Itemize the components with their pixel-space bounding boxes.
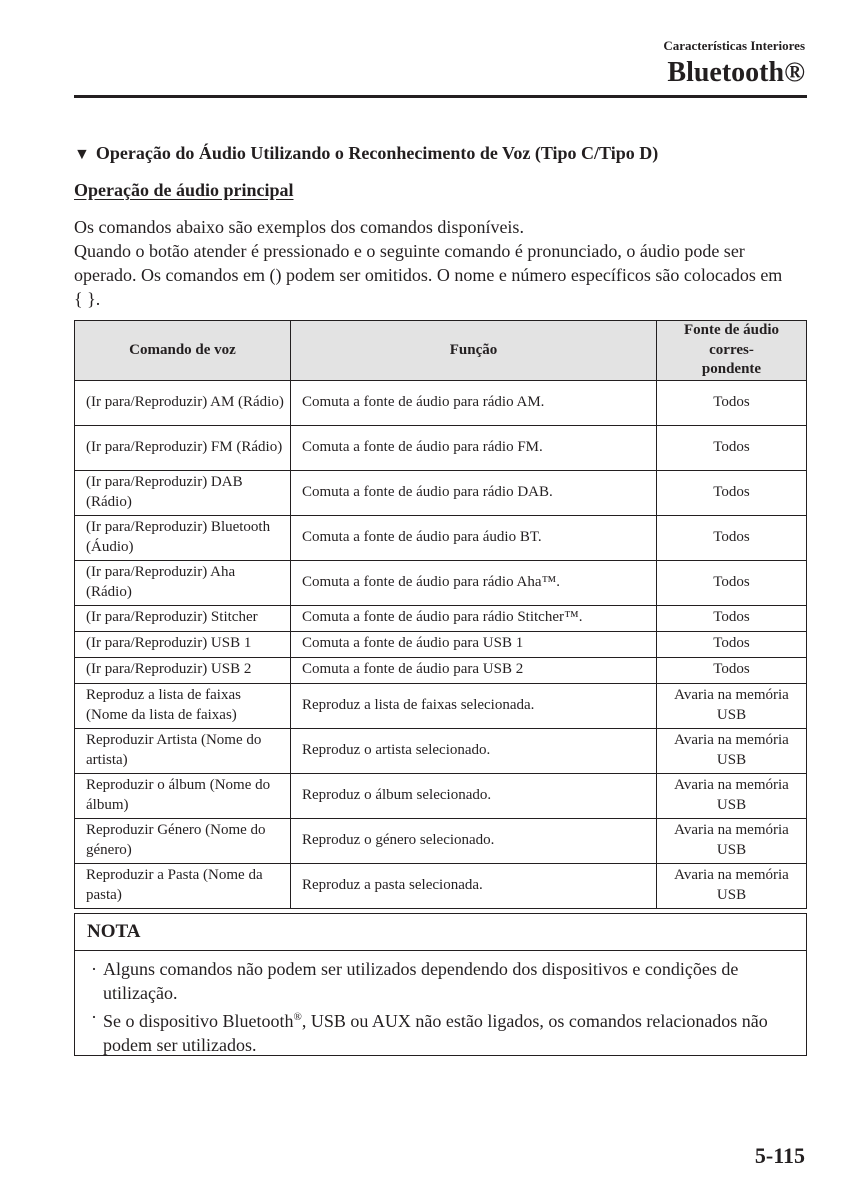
note-item	[91, 1005, 792, 1057]
source-cell: Todos	[657, 425, 807, 470]
source-cell: Todos	[657, 470, 807, 515]
table-row	[75, 560, 807, 605]
note-item-text: Se o dispositivo Bluetooth	[103, 1011, 294, 1031]
note-item-text: , USB ou AUX não estão ligados, os comandos relacionados não podem ser utilizados.	[103, 1011, 768, 1055]
table-row	[75, 470, 807, 515]
function-cell: Comuta a fonte de áudio para rádio FM.	[291, 425, 657, 470]
function-cell: Reproduz a lista de faixas selecionada.	[291, 683, 657, 728]
command-cell: (Ir para/Reproduzir) USB 1	[75, 631, 291, 657]
source-cell: Todos	[657, 657, 807, 683]
function-cell: Reproduz o artista selecionado.	[291, 728, 657, 773]
header-divider	[74, 95, 807, 98]
command-cell: (Ir para/Reproduzir) Aha (Rádio)	[75, 560, 291, 605]
source-cell: Avaria na memória USB	[657, 818, 807, 863]
table-row	[75, 515, 807, 560]
command-cell: (Ir para/Reproduzir) AM (Rádio)	[75, 380, 291, 425]
bullet-icon: ·	[91, 959, 97, 979]
table-header-row	[75, 321, 807, 381]
triangle-marker-icon: ▼	[74, 146, 90, 163]
command-cell: Reproduzir o álbum (Nome do álbum)	[75, 773, 291, 818]
note-item-text: Alguns comandos não podem ser utilizados dependendo dos dispositivos e condições de utilização.	[103, 959, 739, 1003]
table-row	[75, 818, 807, 863]
function-cell: Comuta a fonte de áudio para rádio Stitcher™.	[291, 605, 657, 631]
table-row	[75, 631, 807, 657]
source-cell: Todos	[657, 515, 807, 560]
source-cell: Todos	[657, 631, 807, 657]
source-cell: Todos	[657, 380, 807, 425]
table-row	[75, 728, 807, 773]
function-cell: Comuta a fonte de áudio para rádio DAB.	[291, 470, 657, 515]
note-box	[74, 913, 807, 1056]
function-cell: Comuta a fonte de áudio para USB 1	[291, 631, 657, 657]
source-cell: Todos	[657, 560, 807, 605]
note-item	[91, 957, 792, 1005]
function-cell: Reproduz o álbum selecionado.	[291, 773, 657, 818]
table-row	[75, 683, 807, 728]
function-cell: Reproduz o género selecionado.	[291, 818, 657, 863]
section-heading	[74, 143, 658, 164]
page-title: Bluetooth®	[667, 57, 805, 88]
table-row	[75, 605, 807, 631]
note-title: NOTA	[75, 914, 806, 951]
source-cell: Avaria na memória USB	[657, 683, 807, 728]
table-row	[75, 863, 807, 908]
source-cell: Todos	[657, 605, 807, 631]
intro-text	[74, 215, 794, 311]
column-header-function: Função	[291, 321, 657, 381]
note-list	[75, 951, 806, 1057]
table-row	[75, 773, 807, 818]
command-cell: (Ir para/Reproduzir) FM (Rádio)	[75, 425, 291, 470]
table-row	[75, 657, 807, 683]
bullet-icon: ·	[91, 1007, 97, 1027]
intro-paragraph: Quando o botão atender é pressionado e o seguinte comando é pronunciado, o áudio pode ser operado. Os comandos em () podem ser omitidos. O nome e número específicos são colocados em { }.	[74, 241, 783, 309]
function-cell: Comuta a fonte de áudio para rádio Aha™.	[291, 560, 657, 605]
table-row	[75, 380, 807, 425]
command-cell: Reproduzir Género (Nome do género)	[75, 818, 291, 863]
source-cell: Avaria na memória USB	[657, 773, 807, 818]
command-cell: (Ir para/Reproduzir) Bluetooth (Áudio)	[75, 515, 291, 560]
subheading: Operação de áudio principal	[74, 180, 294, 200]
page-section-label: Características Interiores	[663, 38, 805, 53]
function-cell: Comuta a fonte de áudio para USB 2	[291, 657, 657, 683]
command-cell: (Ir para/Reproduzir) DAB (Rádio)	[75, 470, 291, 515]
voice-command-table	[74, 320, 807, 909]
table-row	[75, 425, 807, 470]
function-cell: Reproduz a pasta selecionada.	[291, 863, 657, 908]
registered-mark: ®	[293, 1011, 302, 1023]
source-cell: Avaria na memória USB	[657, 863, 807, 908]
command-cell: Reproduzir Artista (Nome do artista)	[75, 728, 291, 773]
function-cell: Comuta a fonte de áudio para áudio BT.	[291, 515, 657, 560]
page-number: 5-115	[754, 1143, 805, 1168]
column-header-source: Fonte de áudio corres- pondente	[657, 321, 807, 381]
source-cell: Avaria na memória USB	[657, 728, 807, 773]
command-cell: Reproduzir a Pasta (Nome da pasta)	[75, 863, 291, 908]
command-cell: (Ir para/Reproduzir) USB 2	[75, 657, 291, 683]
function-cell: Comuta a fonte de áudio para rádio AM.	[291, 380, 657, 425]
section-heading-text: Operação do Áudio Utilizando o Reconhecimento de Voz (Tipo C/Tipo D)	[95, 143, 659, 163]
column-header-command: Comando de voz	[75, 321, 291, 381]
intro-paragraph: Os comandos abaixo são exemplos dos comandos disponíveis.	[74, 217, 524, 237]
command-cell: (Ir para/Reproduzir) Stitcher	[75, 605, 291, 631]
command-cell: Reproduz a lista de faixas (Nome da lista de faixas)	[75, 683, 291, 728]
